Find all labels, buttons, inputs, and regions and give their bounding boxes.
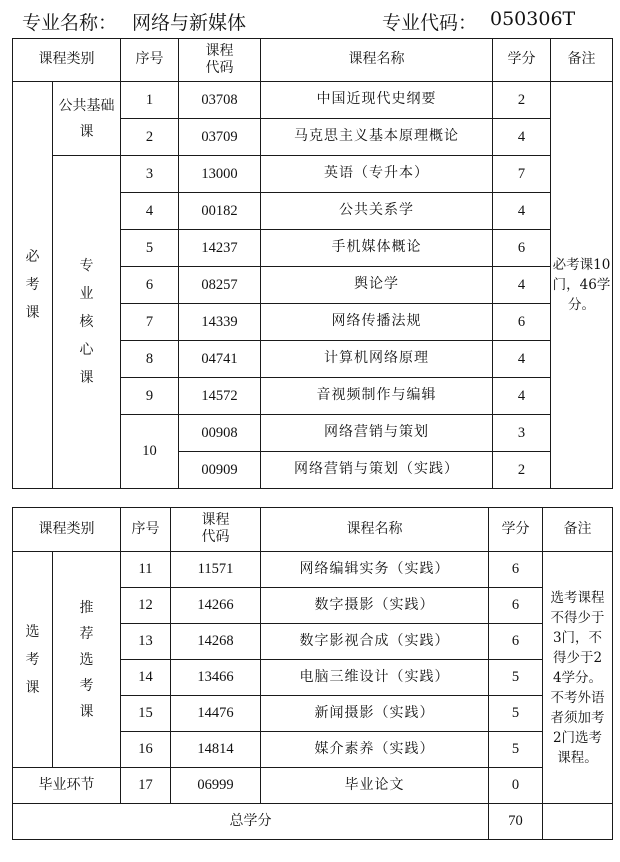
- name-cell: 公共关系学: [261, 193, 493, 230]
- name-cell: 毕业论文: [261, 768, 489, 804]
- name-cell: 数字影视合成（实践）: [261, 624, 489, 660]
- col-header-category: 课程类别: [13, 39, 121, 82]
- table-row: [13, 156, 613, 193]
- code-cell: 08257: [179, 267, 261, 304]
- code-cell: 14268: [171, 624, 261, 660]
- col-header-name: 课程名称: [261, 508, 489, 552]
- seq-cell: 12: [121, 588, 171, 624]
- seq-cell: 4: [121, 193, 179, 230]
- name-cell: 电脑三维设计（实践）: [261, 660, 489, 696]
- seq-cell: 9: [121, 378, 179, 415]
- code-cell: 03708: [179, 82, 261, 119]
- code-cell: 06999: [171, 768, 261, 804]
- name-cell: 音视频制作与编辑: [261, 378, 493, 415]
- col-header-remark: 备注: [551, 39, 613, 82]
- name-cell: 数字摄影（实践）: [261, 588, 489, 624]
- col-header-seq: 序号: [121, 508, 171, 552]
- name-cell: 手机媒体概论: [261, 230, 493, 267]
- code-cell: 14814: [171, 732, 261, 768]
- code-cell: 04741: [179, 341, 261, 378]
- name-cell: 新闻摄影（实践）: [261, 696, 489, 732]
- code-cell: 14266: [171, 588, 261, 624]
- seq-cell: 14: [121, 660, 171, 696]
- elective-remark: 选考课程不得少于3门，不得少于24学分。不考外语者须加考2门选考课程。: [550, 589, 605, 766]
- code-cell: 03709: [179, 119, 261, 156]
- seq-cell: 11: [121, 552, 171, 588]
- seq-cell: 2: [121, 119, 179, 156]
- code-cell: 14237: [179, 230, 261, 267]
- col-header-category: 课程类别: [13, 508, 121, 552]
- table-row: [13, 552, 613, 588]
- major-name: 网络与新媒体: [132, 12, 247, 34]
- code-label: 专业代码：: [382, 12, 478, 34]
- col-header-credit: 学分: [493, 39, 551, 82]
- seq-cell: 3: [121, 156, 179, 193]
- total-row: [13, 804, 613, 840]
- elective-course-table: [12, 507, 613, 840]
- seq-cell: 17: [121, 768, 171, 804]
- credit-cell: 4: [493, 378, 551, 415]
- code-cell: 00182: [179, 193, 261, 230]
- code-cell: 00909: [179, 452, 261, 489]
- total-credit: 70: [489, 804, 543, 840]
- name-cell: 网络传播法规: [261, 304, 493, 341]
- table-header-row: [13, 39, 613, 82]
- required-remark: 必考课10门，46学分。: [552, 257, 611, 313]
- code-cell: 14572: [179, 378, 261, 415]
- core-course-label: 专业核心课: [79, 258, 94, 386]
- recommended-elective-label: 推荐选考课: [79, 599, 94, 720]
- seq-cell: 13: [121, 624, 171, 660]
- credit-cell: 5: [489, 696, 543, 732]
- seq-cell: 5: [121, 230, 179, 267]
- credit-cell: 5: [489, 660, 543, 696]
- name-cell: 网络营销与策划: [261, 415, 493, 452]
- seq-cell: 15: [121, 696, 171, 732]
- credit-cell: 6: [489, 624, 543, 660]
- seq-cell: 8: [121, 341, 179, 378]
- table-header-row: [13, 508, 613, 552]
- total-remark-empty: [543, 804, 613, 840]
- name-cell: 媒介素养（实践）: [261, 732, 489, 768]
- name-cell: 英语（专升本）: [261, 156, 493, 193]
- col-header-credit: 学分: [489, 508, 543, 552]
- table-row: [13, 82, 613, 119]
- total-label: 总学分: [13, 804, 489, 840]
- seq-cell: 7: [121, 304, 179, 341]
- credit-cell: 3: [493, 415, 551, 452]
- name-cell: 网络编辑实务（实践）: [261, 552, 489, 588]
- code-cell: 11571: [171, 552, 261, 588]
- name-cell: 马克思主义基本原理概论: [261, 119, 493, 156]
- major-label: 专业名称：: [22, 12, 118, 34]
- col-header-code: 课程代码: [201, 512, 230, 546]
- credit-cell: 6: [489, 588, 543, 624]
- credit-cell: 7: [493, 156, 551, 193]
- seq-cell: 6: [121, 267, 179, 304]
- name-cell: 舆论学: [261, 267, 493, 304]
- name-cell: 网络营销与策划（实践）: [261, 452, 493, 489]
- credit-cell: 6: [493, 230, 551, 267]
- elective-group-label: 选考课: [25, 623, 40, 696]
- required-group-label: 必考课: [25, 249, 40, 321]
- col-header-name: 课程名称: [261, 39, 493, 82]
- graduation-row: [13, 768, 613, 804]
- credit-cell: 5: [489, 732, 543, 768]
- public-basic-label: 公共基础课: [58, 97, 115, 140]
- credit-cell: 6: [493, 304, 551, 341]
- seq-cell: 16: [121, 732, 171, 768]
- col-header-remark: 备注: [543, 508, 613, 552]
- code-cell: 13466: [171, 660, 261, 696]
- name-cell: 中国近现代史纲要: [261, 82, 493, 119]
- page-header: [22, 6, 612, 34]
- credit-cell: 0: [489, 768, 543, 804]
- col-header-code: 课程代码: [205, 42, 234, 76]
- seq-cell: 10: [121, 415, 179, 489]
- required-course-table: [12, 38, 613, 489]
- credit-cell: 2: [493, 452, 551, 489]
- name-cell: 计算机网络原理: [261, 341, 493, 378]
- credit-cell: 2: [493, 82, 551, 119]
- code-cell: 00908: [179, 415, 261, 452]
- code-cell: 13000: [179, 156, 261, 193]
- credit-cell: 4: [493, 267, 551, 304]
- credit-cell: 4: [493, 193, 551, 230]
- graduation-label: 毕业环节: [13, 768, 121, 804]
- seq-cell: 1: [121, 82, 179, 119]
- col-header-seq: 序号: [121, 39, 179, 82]
- credit-cell: 6: [489, 552, 543, 588]
- credit-cell: 4: [493, 341, 551, 378]
- code-cell: 14476: [171, 696, 261, 732]
- code-cell: 14339: [179, 304, 261, 341]
- credit-cell: 4: [493, 119, 551, 156]
- code-value: 050306T: [490, 8, 576, 30]
